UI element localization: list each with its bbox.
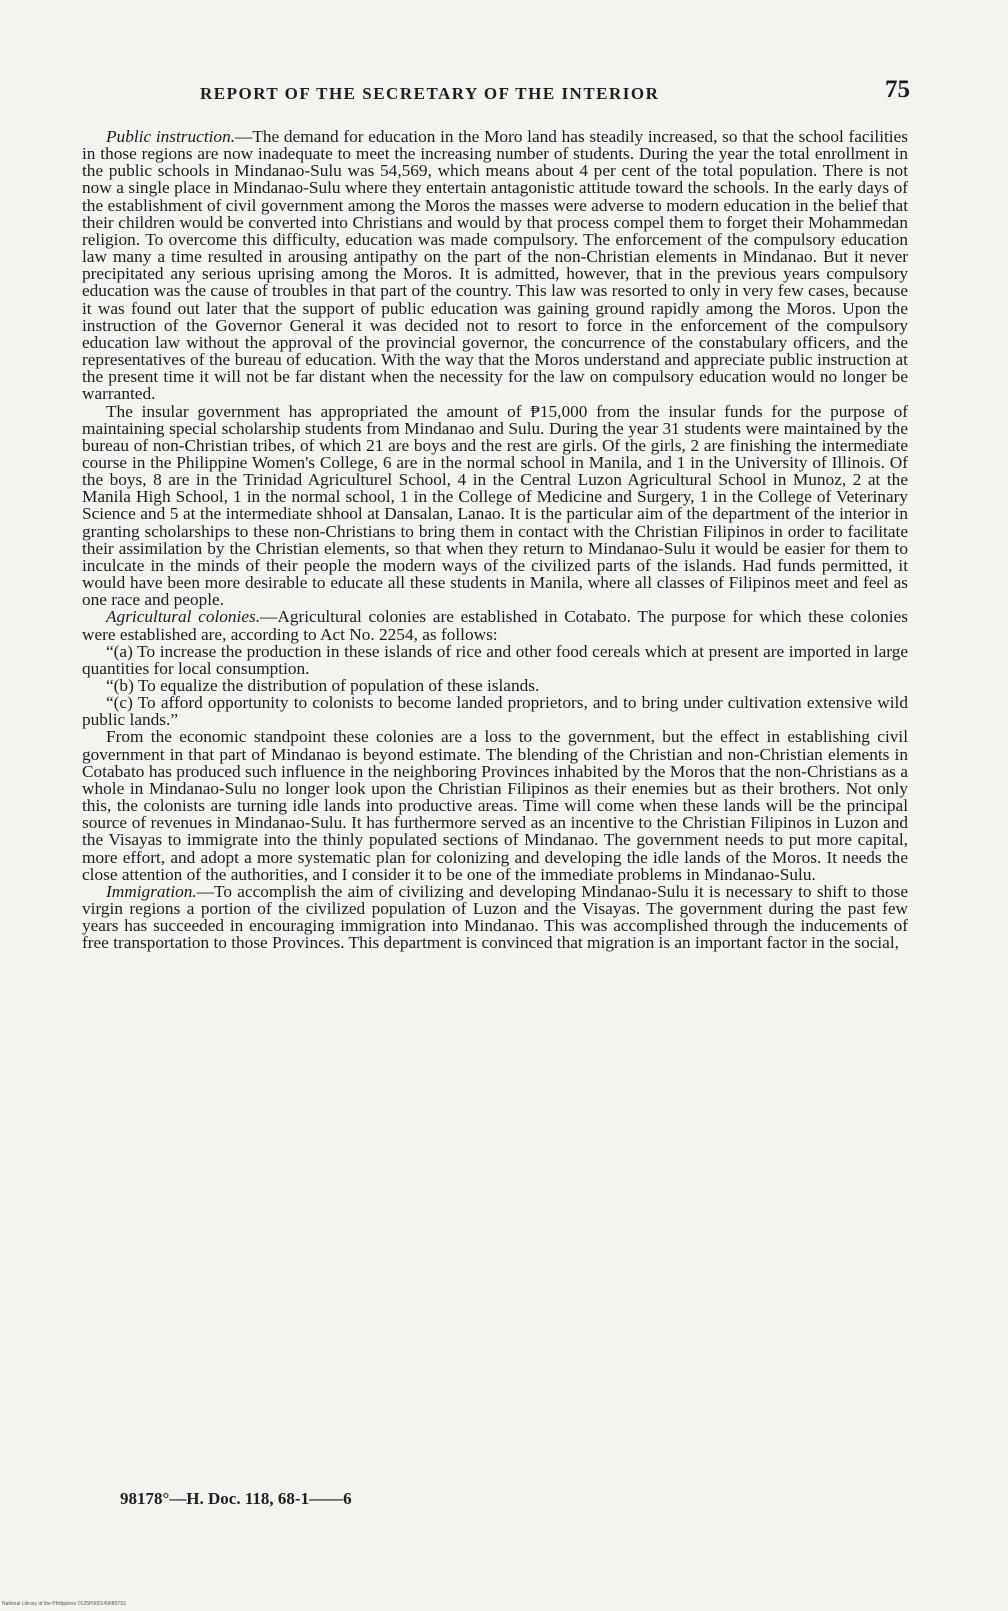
quote-item-b	[82, 677, 908, 694]
page-header	[80, 74, 910, 114]
running-head: REPORT OF THE SECRETARY OF THE INTERIOR	[200, 84, 660, 103]
paragraph-text: —To accomplish the aim of civilizing and developing Mindanao-Sulu it is necessary to shift to those virgin regions a portion of the civilized population of Luzon and the Visayas. The government during the past few years has succeeded in encouraging immigration into Mindanao. This was accomplished through the inducements of free transportation to those Provinces. This department is convinced that migration is an important factor in the social,	[82, 881, 908, 953]
paragraph-text: “(a) To increase the production in these islands of rice and other food cereals which at present are imported in large quantities for local consumption.	[82, 641, 908, 678]
paragraph-text: From the economic standpoint these colonies are a loss to the government, but the effect in establishing civil government in that part of Mindanao is beyond estimate. The blending of the Christian and non-Christian elements in Cotabato has produced such influence in the neighboring Provinces inhabited by the Moros that the non-Christians as a whole in Mindanao-Sulu no longer look upon the Christian Filipinos as their enemies but as their brothers. Not only this, the colonists are turning idle lands into productive areas. Time will come when these lands will be the principal source of revenues in Mindanao-Sulu. It has furthermore served as an incentive to the Christian Filipinos in Luzon and the Visayas to immigrate into the thinly populated sections of Mindanao. The government needs to put more capital, more effort, and adopt a more systematic plan for colonizing and developing the idle lands of the Moros. It needs the close attention of the authorities, and I consider it to be one of the immediate problems in Mindanao-Sulu.	[82, 727, 908, 884]
paragraph-agricultural-colonies	[82, 608, 908, 642]
paragraph-scholarships	[82, 403, 908, 609]
signature-line: 98178°—H. Doc. 118, 68-1——6	[120, 1489, 352, 1508]
paragraph-public-instruction	[82, 128, 908, 403]
quote-item-a	[82, 643, 908, 677]
paragraph-text: The insular government has appropriated the amount of ₱15,000 from the insular funds for the purpose of maintaining special scholarship students from Mindanao and Sulu. During the year 31 students were maintained by the bureau of non-Christian tribes, of which 21 are boys and the rest are girls. Of the girls, 2 are finishing the intermediate course in the Philippine Women's College, 6 are in the normal school in Manila, and 1 in the University of Illinois. Of the boys, 8 are in the Trinidad Agriculturel School, 4 in the Central Luzon Agricultural School in Munoz, 2 at the Manila High School, 1 in the normal school, 1 in the College of Medicine and Surgery, 1 in the College of Veterinary Science and 5 at the intermediate shhool at Dansalan, Lanao. It is the particular aim of the department of the interior in granting scholarships to these non-Christians to bring them in contact with the Christian Filipinos in order to facilitate their assimilation by the Christian elements, so that when they return to Mindanao-Sulu it would be easier for them to inculcate in the minds of their people the modern ways of the civilized parts of the islands. Had funds permitted, it would have been more desirable to educate all these students in Manila, where all classes of Filipinos meet and feel as one race and people.	[82, 401, 908, 610]
section-lead: Immigration.	[106, 881, 197, 901]
paragraph-text: —Agricultural colonies are established in Cotabato. The purpose for which these colonies were established are, according to Act No. 2254, as follows:	[82, 607, 908, 644]
scan-edge-label: National Library of the Philippines 0125P0001496807S1	[2, 1601, 127, 1607]
paragraph-text: “(c) To afford opportunity to colonists to become landed proprietors, and to bring under cultivation extensive wild public lands.”	[82, 693, 908, 730]
paragraph-text: “(b) To equalize the distribution of population of these islands.	[106, 676, 540, 695]
paragraph-economic-standpoint	[82, 728, 908, 882]
quote-item-c	[82, 694, 908, 728]
paragraph-immigration	[82, 883, 908, 952]
paragraph-text: —The demand for education in the Moro land has steadily increased, so that the school facilities in those regions are now inadequate to meet the increasing number of students. During the year the total enrollment in the public schools in Mindanao-Sulu was 54,569, which means about 4 per cent of the total population. There is not now a single place in Mindanao-Sulu where they entertain antagonistic attitude toward the schools. In the early days of the establishment of civil government among the Moros the masses were adverse to modern education in the belief that their children would be converted into Christians and would by that process compel them to forget their Mohammedan religion. To overcome this difficulty, education was made compulsory. The enforcement of the compulsory education law many a time resulted in arousing antipathy on the part of the non-Christian elements in Mindanao. But it never precipitated any serious uprising among the Moros. It is admitted, however, that in the previous years compulsory education was the cause of troubles in that part of the country. This law was resorted to only in very few cases, because it was found out later that the support of public education was gaining ground rapidly among the Moros. Upon the instruction of the Governor General it was decided not to resort to force in the enforcement of the compulsory education law without the approval of the provincial governor, the concurrence of the constabulary officers, and the representatives of the bureau of education. With the way that the Moros understand and appreciate public instruction at the present time it will not be far distant when the necessity for the law on compulsory education would no longer be warranted.	[82, 127, 908, 404]
section-lead: Agricultural colonies.	[106, 607, 261, 627]
body-text	[82, 128, 908, 952]
page-number: 75	[885, 76, 910, 103]
section-lead: Public instruction.	[106, 127, 236, 146]
